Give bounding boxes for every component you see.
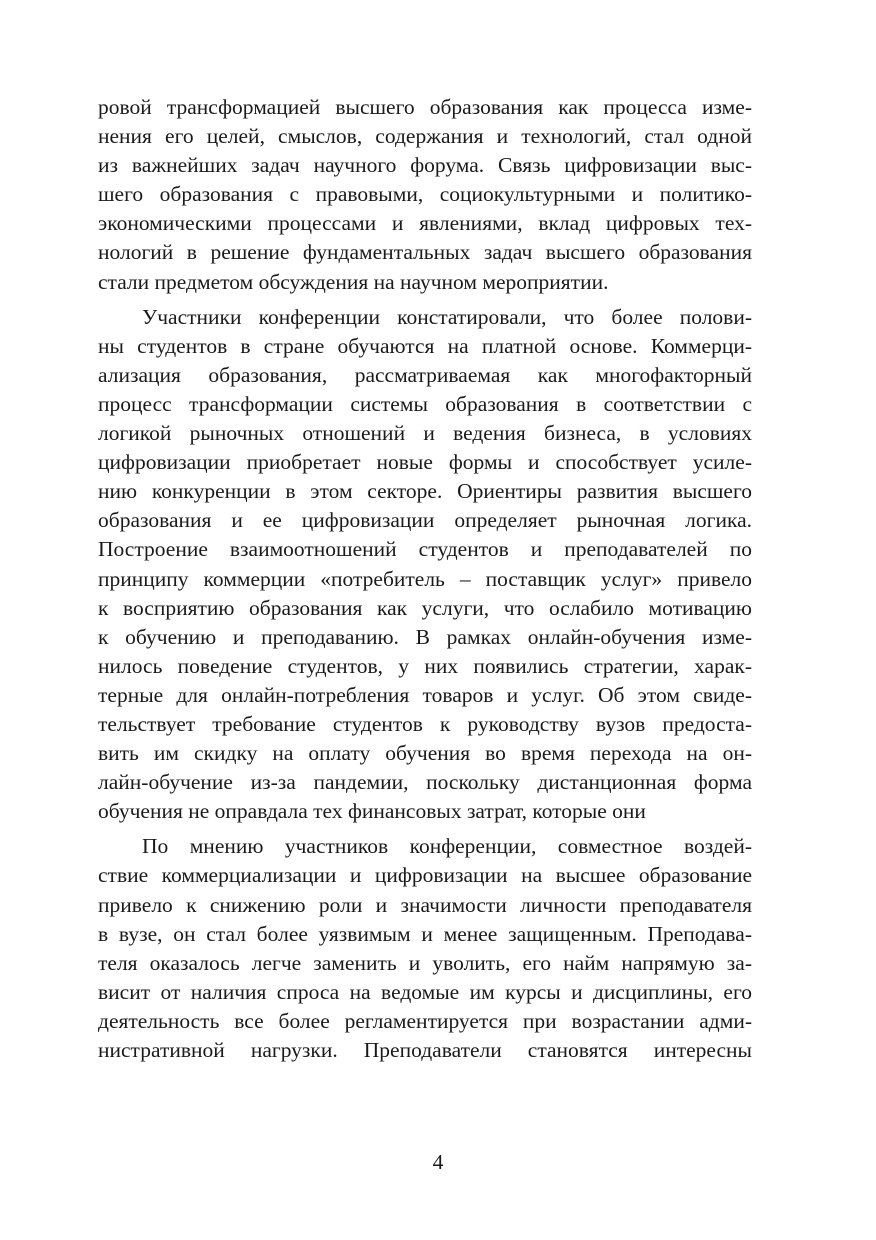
text-line: Построение взаимоотношений студентов и преподавателей по (98, 537, 752, 562)
paragraph-1 (98, 93, 752, 297)
paragraph-3 (98, 832, 752, 1065)
text-line: цифровизации приобретает новые формы и способствует усиле- (98, 450, 752, 475)
text-line: нилось поведение студентов, у них появились стратегии, харак- (98, 653, 752, 678)
text-line: нистративной нагрузки. Преподаватели становятся интересны (98, 1038, 752, 1062)
text-line: нологий в решение фундаментальных задач высшего образования (98, 240, 752, 265)
text-line: образования и ее цифровизации определяет рыночная логика. (98, 508, 752, 533)
page-number: 4 (432, 1150, 444, 1174)
text-line: теля оказалось легче заменить и уволить, его найм напрямую за- (98, 950, 752, 975)
text-line: логикой рыночных отношений и ведения бизнеса, в условиях (98, 421, 752, 446)
text-line: принципу коммерции «потребитель – поставщик услуг» привело (98, 566, 752, 591)
text-line: лайн-обучение из-за пандемии, поскольку дистанционная форма (98, 770, 752, 795)
body-text (98, 93, 752, 1065)
text-line: экономическими процессами и явлениями, вклад цифровых тех- (98, 211, 752, 236)
text-line: ствие коммерциализации и цифровизации на высшее образование (98, 863, 752, 888)
text-line: нию конкуренции в этом секторе. Ориентиры развития высшего (98, 479, 752, 504)
text-line: терные для онлайн-потребления товаров и услуг. Об этом свиде- (98, 682, 752, 707)
text-line: висит от наличия спроса на ведомые им курсы и дисциплины, его (98, 979, 752, 1004)
text-line: процесс трансформации системы образования в соответствии с (98, 391, 752, 416)
text-line: привело к снижению роли и значимости личности преподавателя (98, 892, 752, 917)
text-line: тельствует требование студентов к руководству вузов предоста- (98, 711, 752, 736)
text-line: ровой трансформацией высшего образования как процесса изме- (98, 95, 752, 119)
text-line: ализация образования, рассматриваемая как многофакторный (98, 362, 752, 387)
text-line: вить им скидку на оплату обучения во время перехода на он- (98, 741, 752, 766)
text-line: Участники конференции констатировали, что более полови- (142, 304, 752, 329)
text-line: стали предметом обсуждения на научном мероприятии. (98, 269, 609, 294)
text-line: к обучению и преподаванию. В рамках онлайн-обучения изме- (98, 624, 752, 649)
text-line: деятельность все более регламентируется при возрастании адми- (98, 1008, 752, 1033)
text-line: нения его целей, смыслов, содержания и технологий, стал одной (98, 124, 752, 149)
text-line: к восприятию образования как услуги, что ослабило мотивацию (98, 595, 752, 620)
text-line: шего образования с правовыми, социокультурными и политико- (98, 182, 752, 207)
text-line: в вузе, он стал более уязвимым и менее защищенным. Преподава- (98, 921, 752, 946)
text-line: По мнению участников конференции, совместное воздей- (142, 834, 752, 859)
text-line: из важнейших задач научного форума. Связь цифровизации выс- (98, 153, 752, 178)
text-line: ны студентов в стране обучаются на платной основе. Коммерци- (98, 333, 752, 358)
text-line: обучения не оправдала тех финансовых затрат, которые они (98, 799, 646, 824)
paragraph-2 (98, 303, 752, 827)
